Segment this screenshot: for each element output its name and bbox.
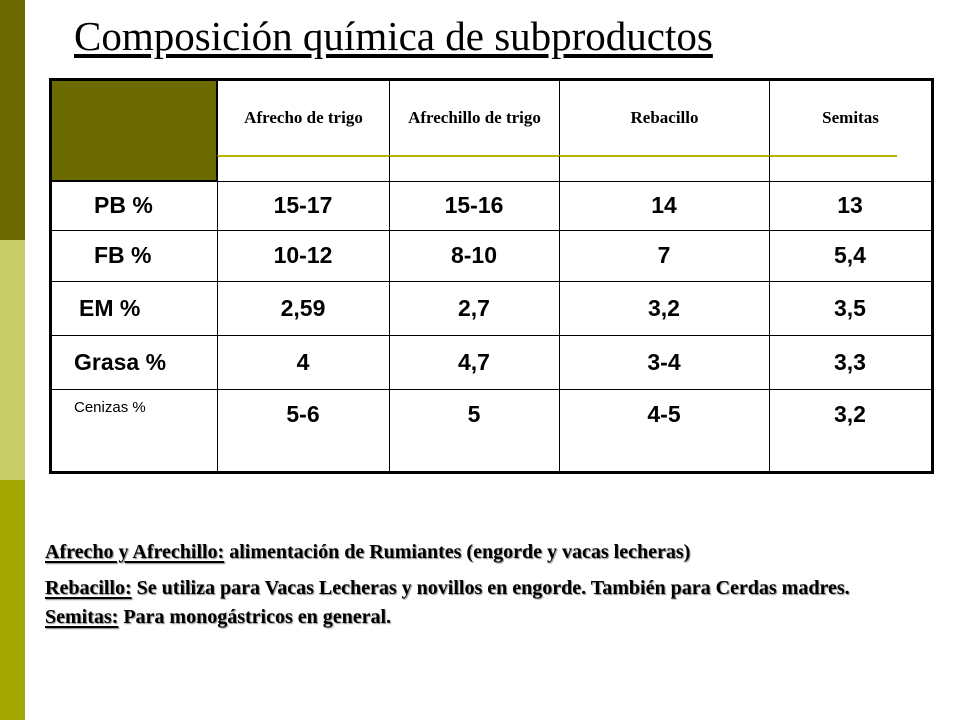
note-rebacillo — [45, 576, 935, 602]
note-term: Rebacillo: — [45, 576, 132, 599]
header-afrecho: Afrecho de trigo — [217, 81, 389, 156]
row-label: FB % — [94, 242, 152, 268]
table-corner-cell — [52, 81, 217, 181]
side-bar-light — [0, 240, 25, 480]
table-cell: 10-12 — [273, 242, 333, 268]
table-cell: 5 — [467, 400, 481, 427]
table-cell: 4,7 — [458, 348, 490, 375]
row-label: EM % — [79, 294, 141, 321]
composition-table — [49, 78, 934, 474]
table-cell: 15-17 — [273, 192, 333, 218]
table-cell: 2,7 — [458, 294, 490, 321]
row-label: PB % — [94, 192, 153, 218]
table-cell: 15-16 — [444, 192, 504, 218]
table-cell: 3,3 — [834, 348, 866, 375]
header-semitas: Semitas — [769, 81, 931, 156]
table-cell: 5-6 — [286, 400, 320, 427]
table-cell: 13 — [837, 192, 863, 218]
table-cell: 3,5 — [834, 294, 866, 321]
table-cell: 8-10 — [450, 242, 498, 268]
side-bar-dark — [0, 0, 25, 240]
table-cell: 4-5 — [647, 400, 681, 427]
table-cell: 4 — [296, 348, 310, 375]
page-title: Composición química de subproductos — [74, 13, 713, 59]
table-cell: 3,2 — [834, 400, 866, 427]
table-row — [52, 335, 931, 389]
note-text: alimentación de Rumiantes (engorde y vacas lecheras) — [224, 541, 691, 563]
note-term: Afrecho y Afrechillo: — [45, 541, 225, 563]
table-row — [52, 181, 931, 230]
side-bar-mid — [0, 480, 25, 720]
header-underline — [217, 155, 897, 157]
note-afrecho — [45, 540, 935, 566]
header-rebacillo: Rebacillo — [559, 81, 769, 156]
table-cell: 5,4 — [834, 242, 866, 268]
table-cell: 3-4 — [647, 348, 681, 375]
note-text: Para monogástricos en general. — [118, 606, 392, 629]
table-cell: 3,2 — [648, 294, 680, 321]
header-afrechillo: Afrechillo de trigo — [389, 81, 559, 156]
note-text: Se utiliza para Vacas Lecheras y novillos en engorde. También para Cerdas madres. — [131, 576, 850, 599]
notes-section — [45, 540, 935, 641]
table-cell: 2,59 — [280, 294, 326, 321]
row-label: Cenizas % — [74, 399, 146, 416]
row-label: Grasa % — [74, 348, 167, 375]
table-row — [52, 230, 931, 281]
table-cell: 7 — [657, 242, 671, 268]
table-row — [52, 281, 931, 335]
note-semitas — [45, 605, 935, 631]
table-cell: 14 — [651, 192, 677, 218]
note-term: Semitas: — [45, 606, 119, 629]
table-row — [52, 389, 931, 471]
